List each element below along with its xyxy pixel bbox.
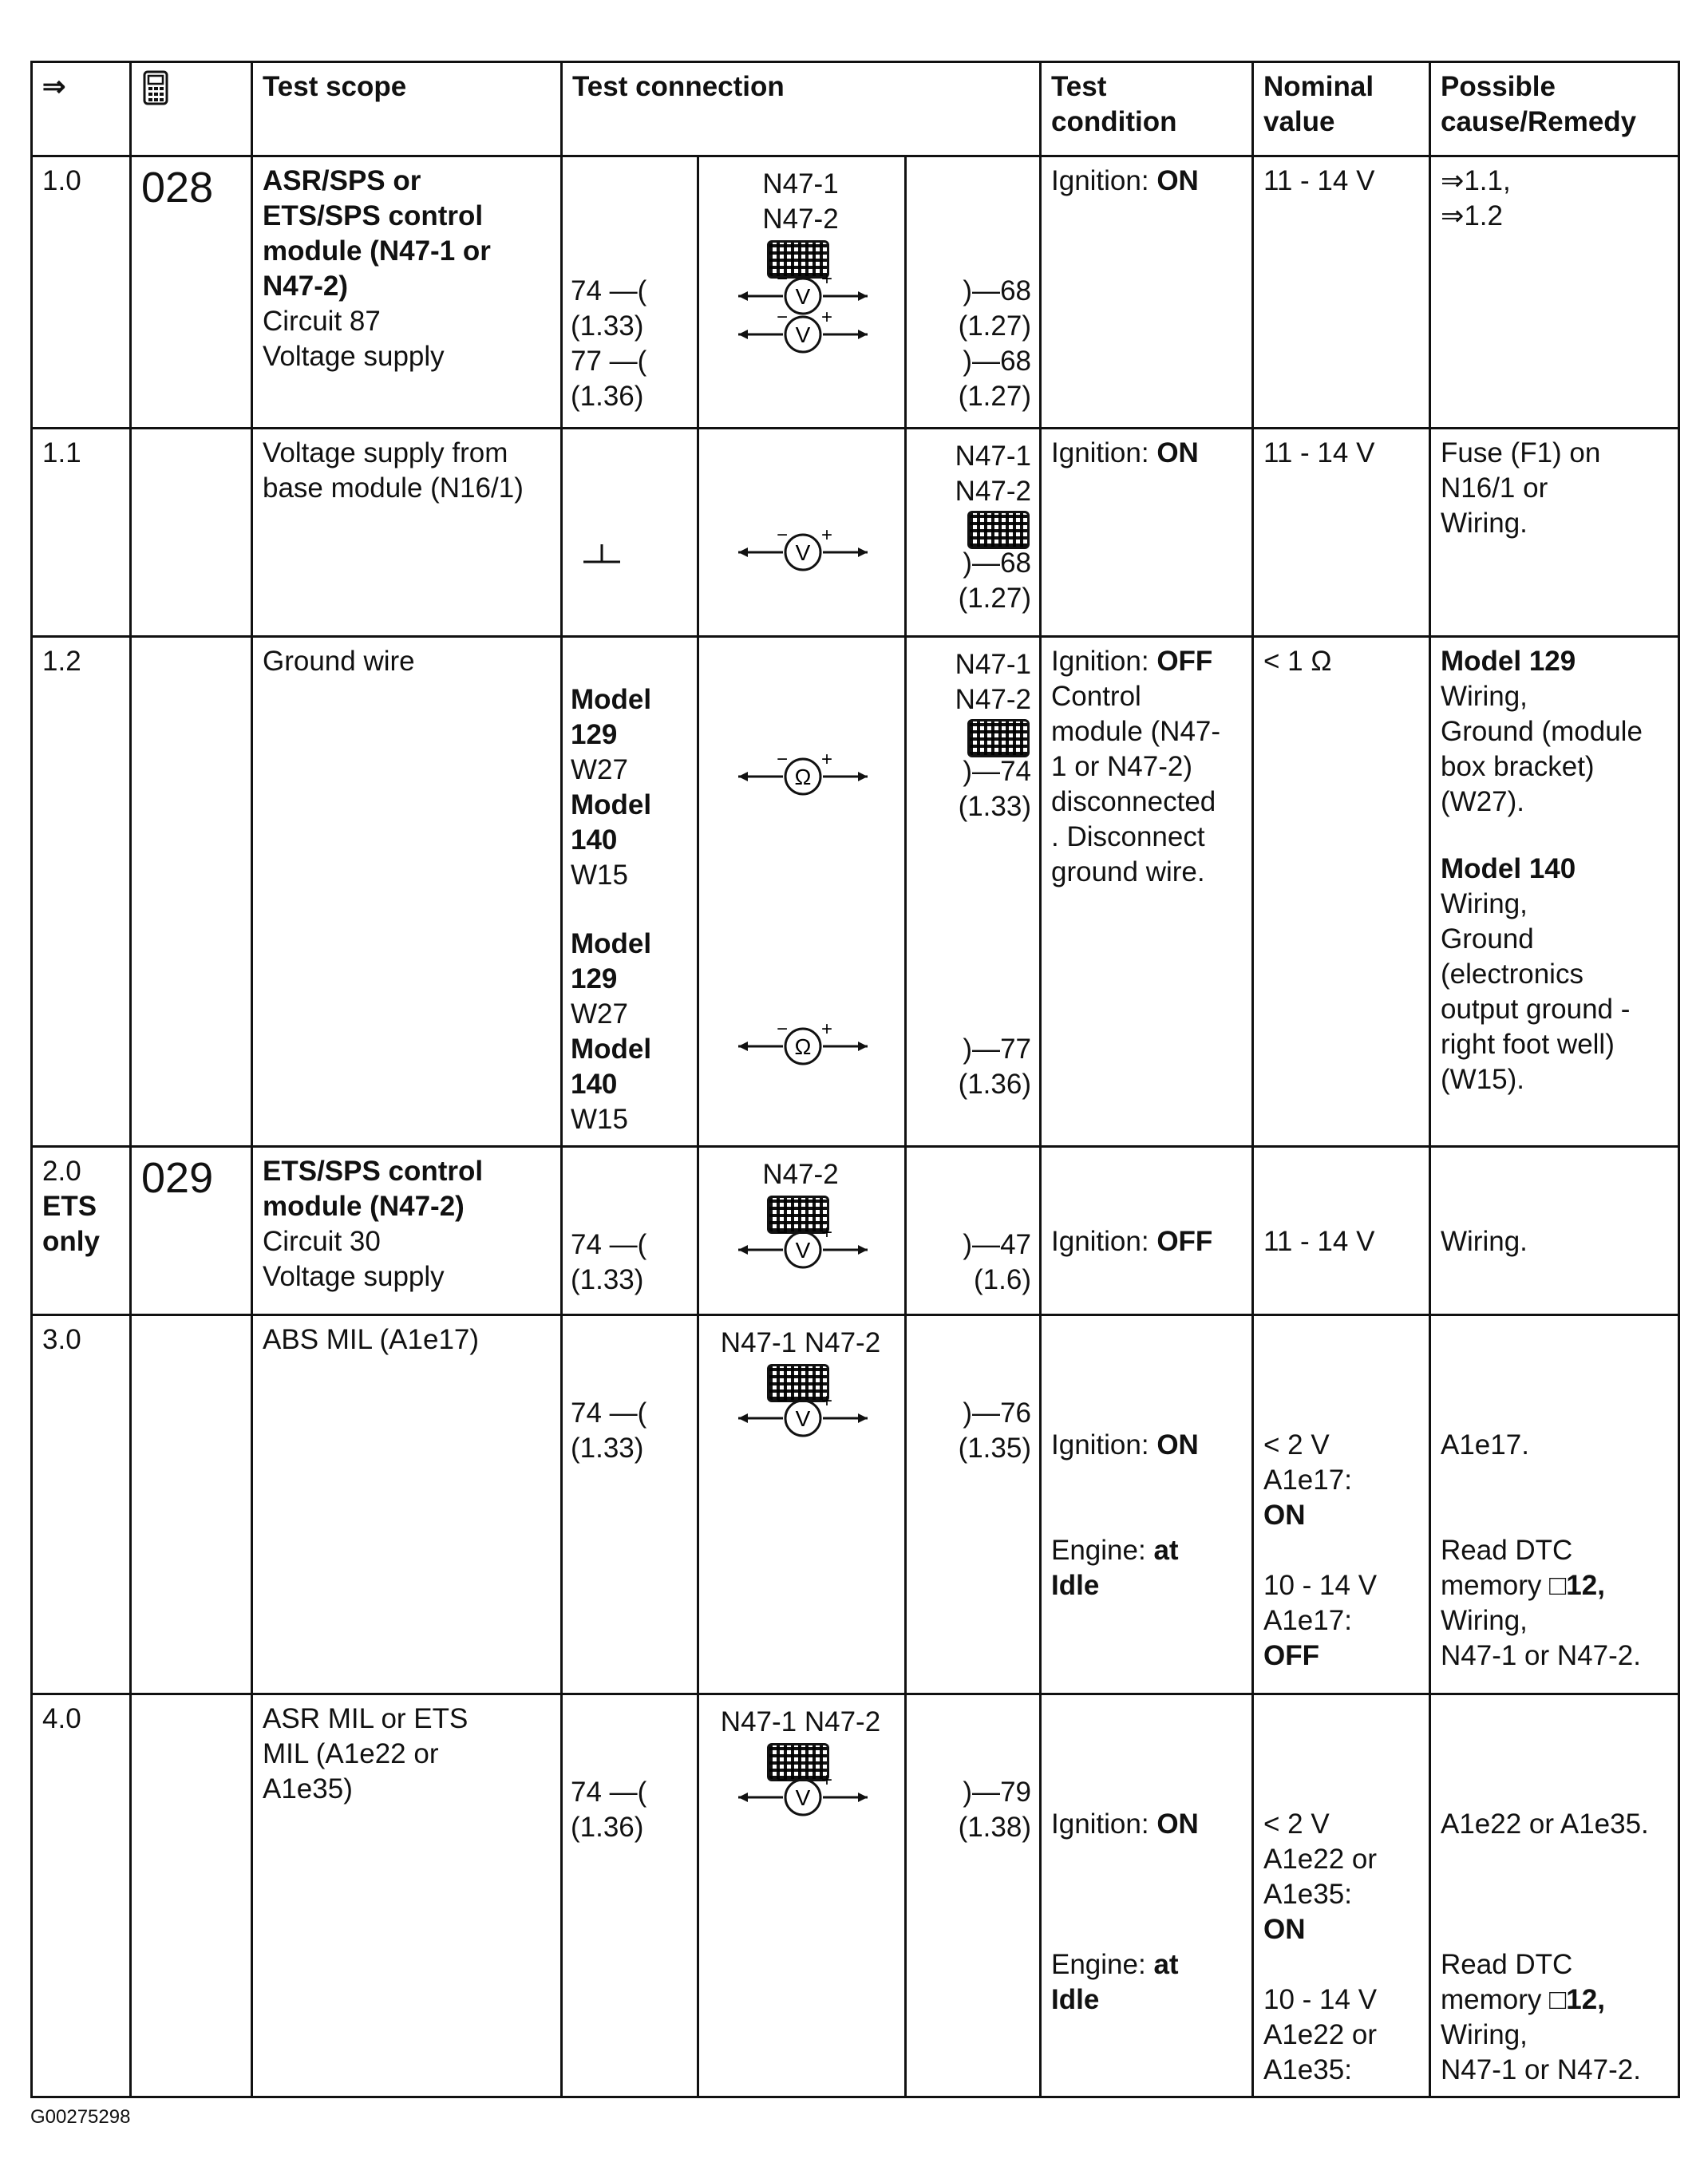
- nominal-cell: < 2 V A1e17: ON 10 - 14 V A1e17: OFF: [1253, 1315, 1430, 1694]
- test-table: [30, 61, 1680, 2098]
- svg-text:Ω: Ω: [794, 1034, 812, 1059]
- remedy-cell: A1e22 or A1e35. Read DTC memory □12, Wiring, N47-1 or N47-2.: [1430, 1694, 1679, 2097]
- svg-text:V: V: [795, 540, 811, 565]
- row-1-2: [32, 637, 1679, 1147]
- voltmeter-icon: [735, 530, 871, 575]
- header-test-scope: Test scope: [252, 62, 562, 156]
- svg-text:V: V: [795, 322, 811, 347]
- svg-text:Ω: Ω: [794, 765, 812, 789]
- step-cell: 1.0: [32, 156, 131, 429]
- remedy-cell: Model 129 Wiring, Ground (module box bracket) (W27). Model 140 Wiring, Ground (electronics output ground - right foot well) (W15).: [1430, 637, 1679, 1147]
- svg-text:+: +: [821, 754, 833, 770]
- code-cell: [131, 1694, 252, 2097]
- connection-cell: N47-1 N47-2 )—74 (1.33) )—77 (1.36) Model 129 W27 Model 140 W15 Model 129 W27 Model 140 W15 Ω − + Ω − +: [562, 637, 1041, 1147]
- voltmeter-icon: [735, 1396, 871, 1441]
- svg-text:+: +: [821, 274, 833, 290]
- step-cell: 4.0: [32, 1694, 131, 2097]
- step-cell: 3.0: [32, 1315, 131, 1694]
- condition-cell: Ignition: ON Engine: at Idle: [1041, 1315, 1253, 1694]
- svg-text:+: +: [821, 1775, 833, 1791]
- voltmeter-icon: [735, 1227, 871, 1272]
- step-cell: 2.0 ETS only: [32, 1147, 131, 1315]
- connection-cell: N47-1 N47-2 V − + V − + 74 —( (1.33) 77 —( (1.36) )—68 (1.27) )—68 (1.27): [562, 156, 1041, 429]
- svg-text:−: −: [777, 1396, 789, 1412]
- svg-text:+: +: [821, 1396, 833, 1412]
- code-cell: [131, 637, 252, 1147]
- row-2-0: [32, 1147, 1679, 1315]
- row-3-0: [32, 1315, 1679, 1694]
- step-cell: 1.1: [32, 429, 131, 637]
- remedy-cell: ⇒1.1, ⇒1.2: [1430, 156, 1679, 429]
- connector-icon: [767, 240, 829, 279]
- code-cell: 028: [131, 156, 252, 429]
- step-cell: 1.2: [32, 637, 131, 1147]
- header-tester-icon: [131, 62, 252, 156]
- ohmmeter-icon: [735, 754, 871, 799]
- connector-icon: [967, 511, 1030, 549]
- svg-text:V: V: [795, 284, 811, 309]
- svg-text:V: V: [795, 1406, 811, 1431]
- nominal-cell: < 2 V A1e22 or A1e35: ON 10 - 14 V A1e22 or A1e35:: [1253, 1694, 1430, 2097]
- connection-cell: N47-2 V − + 74 —( (1.33) )—47 (1.6): [562, 1147, 1041, 1315]
- ohmmeter-icon: [735, 1024, 871, 1069]
- svg-text:+: +: [821, 530, 833, 546]
- nominal-cell: 11 - 14 V: [1253, 156, 1430, 429]
- svg-text:+: +: [821, 312, 833, 328]
- svg-text:−: −: [777, 312, 789, 328]
- nominal-cell: 11 - 14 V: [1253, 429, 1430, 637]
- svg-text:+: +: [821, 1227, 833, 1243]
- svg-text:−: −: [777, 274, 789, 290]
- test-table-sheet: [30, 61, 1678, 2085]
- row-1-0: [32, 156, 1679, 429]
- svg-text:−: −: [777, 530, 789, 546]
- voltmeter-icon: [735, 1775, 871, 1820]
- scope-cell: Ground wire: [252, 637, 562, 1147]
- header-row: [32, 62, 1679, 156]
- svg-text:V: V: [795, 1238, 811, 1263]
- condition-cell: Ignition: OFF: [1041, 1147, 1253, 1315]
- header-remedy: Possible cause/Remedy: [1430, 62, 1679, 156]
- scope-cell: ASR MIL or ETS MIL (A1e22 or A1e35): [252, 1694, 562, 2097]
- condition-cell: Ignition: ON Engine: at Idle: [1041, 1694, 1253, 2097]
- svg-text:−: −: [777, 1227, 789, 1243]
- figure-code: G00275298: [30, 2106, 131, 2128]
- code-cell: 029: [131, 1147, 252, 1315]
- remedy-cell: Wiring.: [1430, 1147, 1679, 1315]
- svg-text:−: −: [777, 1775, 789, 1791]
- header-arrow: ⇒: [32, 62, 131, 156]
- header-test-condition: Test condition: [1041, 62, 1253, 156]
- scope-cell: ETS/SPS control module (N47-2) Circuit 30 Voltage supply: [252, 1147, 562, 1315]
- code-cell: [131, 1315, 252, 1694]
- scope-cell: ABS MIL (A1e17): [252, 1315, 562, 1694]
- tester-icon: [141, 69, 170, 106]
- condition-cell: Ignition: ON: [1041, 156, 1253, 429]
- header-test-connection: Test connection: [562, 62, 1041, 156]
- header-nominal-value: Nominal value: [1253, 62, 1430, 156]
- svg-text:+: +: [821, 1024, 833, 1040]
- scope-cell: ASR/SPS or ETS/SPS control module (N47-1 or N47-2) Circuit 87 Voltage supply: [252, 156, 562, 429]
- remedy-cell: Fuse (F1) on N16/1 or Wiring.: [1430, 429, 1679, 637]
- nominal-cell: < 1 Ω: [1253, 637, 1430, 1147]
- connector-icon: [967, 719, 1030, 757]
- code-cell: [131, 429, 252, 637]
- condition-cell: Ignition: ON: [1041, 429, 1253, 637]
- connection-cell: N47-1 N47-2 )—68 (1.27) V − +: [562, 429, 1041, 637]
- scope-cell: Voltage supply from base module (N16/1): [252, 429, 562, 637]
- ground-icon: [582, 541, 622, 565]
- svg-text:−: −: [777, 754, 789, 770]
- connection-cell: N47-1 N47-2 V − + 74 —( (1.36) )—79 (1.38): [562, 1694, 1041, 2097]
- row-4-0: [32, 1694, 1679, 2097]
- connection-cell: N47-1 N47-2 V − + 74 —( (1.33) )—76 (1.35): [562, 1315, 1041, 1694]
- nominal-cell: 11 - 14 V: [1253, 1147, 1430, 1315]
- svg-text:V: V: [795, 1785, 811, 1810]
- condition-cell: Ignition: OFF Control module (N47- 1 or N47-2) disconnected . Disconnect ground wire.: [1041, 637, 1253, 1147]
- remedy-cell: A1e17. Read DTC memory □12, Wiring, N47-1 or N47-2.: [1430, 1315, 1679, 1694]
- row-1-1: [32, 429, 1679, 637]
- svg-text:−: −: [777, 1024, 789, 1040]
- voltmeter-icon: [735, 312, 871, 357]
